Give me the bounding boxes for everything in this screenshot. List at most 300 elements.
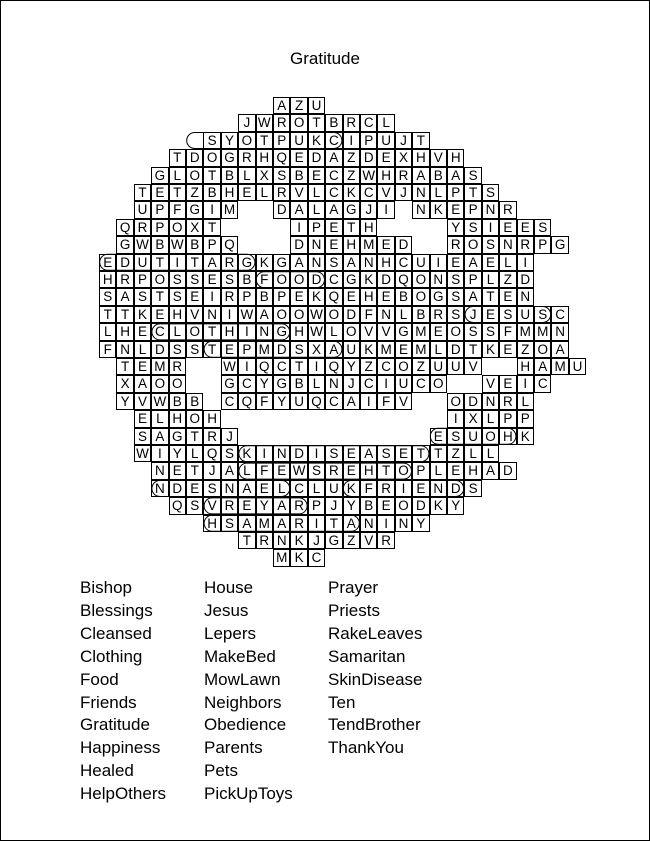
grid-cell[interactable]: I [308,358,325,375]
grid-cell[interactable]: E [134,323,151,340]
grid-cell[interactable]: P [273,288,290,305]
grid-cell[interactable]: A [343,254,360,271]
grid-cell[interactable]: A [325,201,342,218]
grid-cell[interactable]: C [325,393,342,410]
grid-cell[interactable]: D [412,497,429,514]
grid-cell[interactable]: L [482,410,499,427]
grid-cell[interactable]: Q [273,149,290,166]
grid-cell[interactable]: B [169,393,186,410]
grid-cell[interactable]: A [273,515,290,532]
grid-cell[interactable]: T [325,515,342,532]
grid-cell[interactable]: S [186,271,203,288]
grid-cell[interactable]: D [186,149,203,166]
grid-cell[interactable]: S [221,515,238,532]
grid-cell[interactable]: Q [116,219,133,236]
grid-cell[interactable]: R [203,428,220,445]
grid-cell[interactable]: R [290,515,307,532]
grid-cell[interactable]: N [151,480,168,497]
grid-cell[interactable]: D [273,341,290,358]
grid-cell[interactable]: D [116,254,133,271]
grid-cell[interactable]: W [134,445,151,462]
grid-cell[interactable]: F [360,306,377,323]
grid-cell[interactable]: O [447,323,464,340]
grid-cell[interactable]: N [482,393,499,410]
grid-cell[interactable]: S [447,271,464,288]
grid-cell[interactable]: W [256,114,273,131]
grid-cell[interactable]: U [447,358,464,375]
grid-cell[interactable]: Y [412,515,429,532]
grid-cell[interactable]: A [464,254,481,271]
grid-cell[interactable]: Q [221,236,238,253]
grid-cell[interactable]: O [151,271,168,288]
grid-cell[interactable]: U [517,306,534,323]
grid-cell[interactable]: T [134,184,151,201]
grid-cell[interactable]: S [221,271,238,288]
grid-cell[interactable]: E [377,149,394,166]
grid-cell[interactable]: I [377,201,394,218]
grid-cell[interactable]: Q [203,445,220,462]
grid-cell[interactable]: Z [343,167,360,184]
grid-cell[interactable]: K [134,306,151,323]
grid-cell[interactable]: P [464,201,481,218]
grid-cell[interactable]: K [482,341,499,358]
grid-cell[interactable]: O [395,462,412,479]
grid-cell[interactable]: O [412,288,429,305]
grid-cell[interactable]: O [395,358,412,375]
grid-cell[interactable]: I [238,323,255,340]
grid-cell[interactable]: E [186,288,203,305]
grid-cell[interactable]: T [99,306,116,323]
grid-cell[interactable]: U [343,341,360,358]
grid-cell[interactable]: A [343,393,360,410]
grid-cell[interactable]: E [343,445,360,462]
grid-cell[interactable]: U [377,132,394,149]
grid-cell[interactable]: T [377,462,394,479]
grid-cell[interactable]: Z [447,445,464,462]
grid-cell[interactable]: D [343,306,360,323]
grid-cell[interactable]: I [395,480,412,497]
grid-cell[interactable]: L [482,445,499,462]
grid-cell[interactable]: O [186,167,203,184]
grid-cell[interactable]: M [412,341,429,358]
grid-cell[interactable]: J [360,201,377,218]
grid-cell[interactable]: E [447,254,464,271]
grid-cell[interactable]: A [256,306,273,323]
grid-cell[interactable]: N [377,306,394,323]
grid-cell[interactable]: G [169,428,186,445]
grid-cell[interactable]: L [308,375,325,392]
grid-cell[interactable]: C [238,375,255,392]
grid-cell[interactable]: S [447,428,464,445]
grid-cell[interactable]: E [238,184,255,201]
grid-cell[interactable]: D [395,236,412,253]
grid-cell[interactable]: M [517,323,534,340]
grid-cell[interactable]: E [517,219,534,236]
grid-cell[interactable]: T [151,288,168,305]
grid-cell[interactable]: H [360,288,377,305]
grid-cell[interactable]: P [273,132,290,149]
grid-cell[interactable]: L [273,480,290,497]
grid-cell[interactable]: R [377,480,394,497]
grid-cell[interactable]: E [290,288,307,305]
grid-cell[interactable]: Y [447,219,464,236]
grid-cell[interactable]: A [203,254,220,271]
grid-cell[interactable]: W [151,393,168,410]
grid-cell[interactable]: L [238,167,255,184]
grid-cell[interactable]: E [308,167,325,184]
grid-cell[interactable]: S [186,497,203,514]
grid-cell[interactable]: Z [343,532,360,549]
grid-cell[interactable]: V [360,323,377,340]
grid-cell[interactable]: S [169,271,186,288]
grid-cell[interactable]: N [360,515,377,532]
grid-cell[interactable]: S [203,132,220,149]
grid-cell[interactable]: H [169,306,186,323]
grid-cell[interactable]: L [430,184,447,201]
grid-cell[interactable]: J [395,184,412,201]
grid-cell[interactable]: D [290,236,307,253]
grid-cell[interactable]: I [377,515,394,532]
grid-cell[interactable]: P [238,288,255,305]
grid-cell[interactable]: E [482,306,499,323]
grid-cell[interactable]: C [325,184,342,201]
grid-cell[interactable]: B [256,288,273,305]
grid-cell[interactable]: Q [238,393,255,410]
grid-cell[interactable]: H [447,149,464,166]
grid-cell[interactable]: F [377,393,394,410]
grid-cell[interactable]: J [464,306,481,323]
grid-cell[interactable]: Q [256,358,273,375]
grid-cell[interactable]: P [517,410,534,427]
grid-cell[interactable]: L [325,323,342,340]
grid-cell[interactable]: A [325,149,342,166]
grid-cell[interactable]: N [551,323,568,340]
grid-cell[interactable]: S [377,445,394,462]
grid-cell[interactable]: W [221,358,238,375]
grid-cell[interactable]: A [151,428,168,445]
grid-cell[interactable]: T [203,167,220,184]
grid-cell[interactable]: A [447,167,464,184]
grid-cell[interactable]: S [482,184,499,201]
grid-cell[interactable]: R [377,532,394,549]
grid-cell[interactable]: G [395,323,412,340]
grid-cell[interactable]: N [360,254,377,271]
grid-cell[interactable]: S [186,341,203,358]
grid-cell[interactable]: A [238,515,255,532]
grid-cell[interactable]: D [308,271,325,288]
grid-cell[interactable]: R [343,114,360,131]
grid-cell[interactable]: L [308,184,325,201]
grid-cell[interactable]: A [534,358,551,375]
grid-cell[interactable]: S [464,480,481,497]
grid-cell[interactable]: N [308,254,325,271]
grid-cell[interactable]: R [238,149,255,166]
grid-cell[interactable]: P [360,132,377,149]
grid-cell[interactable]: T [464,184,481,201]
grid-cell[interactable]: Q [169,497,186,514]
grid-cell[interactable]: D [447,480,464,497]
grid-cell[interactable]: I [308,445,325,462]
grid-cell[interactable]: A [273,97,290,114]
grid-cell[interactable]: B [290,375,307,392]
grid-cell[interactable]: E [325,219,342,236]
grid-cell[interactable]: C [360,184,377,201]
grid-cell[interactable]: J [221,428,238,445]
grid-cell[interactable]: T [412,445,429,462]
grid-cell[interactable]: W [169,236,186,253]
grid-cell[interactable]: B [395,288,412,305]
grid-cell[interactable]: Q [308,393,325,410]
grid-cell[interactable]: Z [517,341,534,358]
grid-cell[interactable]: N [325,375,342,392]
grid-cell[interactable]: H [377,254,394,271]
grid-cell[interactable]: H [464,462,481,479]
grid-cell[interactable]: B [412,306,429,323]
grid-cell[interactable]: Q [325,358,342,375]
grid-cell[interactable]: J [395,132,412,149]
grid-cell[interactable]: E [447,201,464,218]
grid-cell[interactable]: O [151,375,168,392]
grid-cell[interactable]: P [534,236,551,253]
grid-cell[interactable]: X [464,410,481,427]
grid-cell[interactable]: N [517,288,534,305]
grid-cell[interactable]: I [290,219,307,236]
grid-cell[interactable]: R [517,236,534,253]
grid-cell[interactable]: F [360,480,377,497]
grid-cell[interactable]: E [134,410,151,427]
grid-cell[interactable]: O [238,132,255,149]
grid-cell[interactable]: A [464,288,481,305]
grid-cell[interactable]: S [464,167,481,184]
grid-cell[interactable]: T [203,341,220,358]
grid-cell[interactable]: V [360,532,377,549]
grid-cell[interactable]: O [430,375,447,392]
grid-cell[interactable]: V [290,184,307,201]
grid-cell[interactable]: D [169,480,186,497]
grid-cell[interactable]: Y [221,132,238,149]
grid-cell[interactable]: R [221,497,238,514]
grid-cell[interactable]: R [290,497,307,514]
grid-cell[interactable]: I [447,410,464,427]
grid-cell[interactable]: K [360,271,377,288]
grid-cell[interactable]: C [360,114,377,131]
grid-cell[interactable]: I [430,254,447,271]
grid-cell[interactable]: C [273,358,290,375]
grid-cell[interactable]: D [464,393,481,410]
grid-cell[interactable]: O [273,271,290,288]
grid-cell[interactable]: X [308,341,325,358]
grid-cell[interactable]: D [517,271,534,288]
grid-cell[interactable]: S [99,288,116,305]
grid-cell[interactable]: H [499,428,516,445]
grid-cell[interactable]: E [99,254,116,271]
grid-cell[interactable]: H [203,410,220,427]
grid-cell[interactable]: A [221,462,238,479]
grid-cell[interactable]: K [256,254,273,271]
grid-cell[interactable]: T [203,323,220,340]
grid-cell[interactable]: P [203,236,220,253]
grid-cell[interactable]: T [151,254,168,271]
grid-cell[interactable]: I [360,393,377,410]
grid-cell[interactable]: R [134,219,151,236]
grid-cell[interactable]: Y [169,445,186,462]
grid-cell[interactable]: D [447,341,464,358]
grid-cell[interactable]: E [203,271,220,288]
grid-cell[interactable]: A [273,497,290,514]
grid-cell[interactable]: G [273,375,290,392]
grid-cell[interactable]: L [308,201,325,218]
grid-cell[interactable]: R [169,358,186,375]
grid-cell[interactable]: C [360,375,377,392]
grid-cell[interactable]: L [308,480,325,497]
grid-cell[interactable]: E [430,428,447,445]
grid-cell[interactable]: T [412,132,429,149]
grid-cell[interactable]: R [221,288,238,305]
grid-cell[interactable]: L [169,167,186,184]
grid-cell[interactable]: B [203,184,220,201]
grid-cell[interactable]: Y [256,497,273,514]
grid-cell[interactable]: E [169,462,186,479]
grid-cell[interactable]: L [482,271,499,288]
grid-cell[interactable]: A [325,341,342,358]
grid-cell[interactable]: R [273,114,290,131]
grid-cell[interactable]: A [290,254,307,271]
grid-cell[interactable]: J [238,114,255,131]
grid-cell[interactable]: E [186,480,203,497]
grid-cell[interactable]: V [377,323,394,340]
grid-cell[interactable]: Z [290,97,307,114]
grid-cell[interactable]: S [203,480,220,497]
grid-cell[interactable]: G [221,375,238,392]
grid-cell[interactable]: U [464,428,481,445]
grid-cell[interactable]: O [203,149,220,166]
grid-cell[interactable]: M [273,549,290,566]
grid-cell[interactable]: N [273,532,290,549]
grid-cell[interactable]: S [447,306,464,323]
grid-cell[interactable]: O [290,271,307,288]
grid-cell[interactable]: S [308,462,325,479]
grid-cell[interactable]: A [238,480,255,497]
grid-cell[interactable]: E [290,149,307,166]
grid-cell[interactable]: F [169,201,186,218]
grid-cell[interactable]: R [395,167,412,184]
grid-cell[interactable]: K [238,445,255,462]
grid-cell[interactable]: G [186,201,203,218]
grid-cell[interactable]: W [360,167,377,184]
grid-cell[interactable]: G [343,271,360,288]
grid-cell[interactable]: C [325,271,342,288]
grid-cell[interactable]: N [273,445,290,462]
grid-cell[interactable]: G [238,254,255,271]
grid-cell[interactable]: I [343,132,360,149]
grid-cell[interactable]: O [395,497,412,514]
grid-cell[interactable]: H [290,323,307,340]
grid-cell[interactable]: K [308,132,325,149]
grid-cell[interactable]: O [273,306,290,323]
grid-cell[interactable]: C [308,549,325,566]
grid-cell[interactable]: R [447,236,464,253]
grid-cell[interactable]: L [464,445,481,462]
grid-cell[interactable]: B [238,271,255,288]
grid-cell[interactable]: U [569,358,586,375]
grid-cell[interactable]: E [499,375,516,392]
grid-cell[interactable]: W [308,306,325,323]
grid-cell[interactable]: X [186,219,203,236]
grid-cell[interactable]: T [290,358,307,375]
grid-cell[interactable]: R [116,271,133,288]
grid-cell[interactable]: T [203,219,220,236]
grid-cell[interactable]: T [256,132,273,149]
grid-cell[interactable]: H [203,515,220,532]
grid-cell[interactable]: E [499,341,516,358]
grid-cell[interactable]: B [360,497,377,514]
grid-cell[interactable]: T [238,532,255,549]
grid-cell[interactable]: G [221,149,238,166]
grid-cell[interactable]: N [482,201,499,218]
grid-cell[interactable]: L [169,323,186,340]
grid-cell[interactable]: S [290,341,307,358]
grid-cell[interactable]: Z [499,271,516,288]
grid-cell[interactable]: I [203,201,220,218]
grid-cell[interactable]: C [325,167,342,184]
grid-cell[interactable]: C [290,480,307,497]
grid-cell[interactable]: M [360,236,377,253]
grid-cell[interactable]: C [551,306,568,323]
grid-cell[interactable]: Q [395,271,412,288]
grid-cell[interactable]: H [343,236,360,253]
grid-cell[interactable]: O [325,306,342,323]
grid-cell[interactable]: C [377,358,394,375]
grid-cell[interactable]: O [482,428,499,445]
grid-cell[interactable]: E [447,462,464,479]
grid-cell[interactable]: X [256,167,273,184]
grid-cell[interactable]: I [221,306,238,323]
grid-cell[interactable]: B [290,167,307,184]
grid-cell[interactable]: G [325,532,342,549]
grid-cell[interactable]: U [430,358,447,375]
grid-cell[interactable]: S [482,236,499,253]
grid-cell[interactable]: J [308,532,325,549]
grid-cell[interactable]: V [395,393,412,410]
grid-cell[interactable]: W [134,236,151,253]
grid-cell[interactable]: S [221,445,238,462]
grid-cell[interactable]: S [325,254,342,271]
grid-cell[interactable]: I [169,254,186,271]
grid-cell[interactable]: T [186,462,203,479]
grid-cell[interactable]: P [308,497,325,514]
grid-cell[interactable]: G [343,201,360,218]
grid-cell[interactable]: D [273,201,290,218]
grid-cell[interactable]: J [343,375,360,392]
grid-cell[interactable]: T [343,219,360,236]
grid-cell[interactable]: Y [116,393,133,410]
grid-cell[interactable]: R [221,254,238,271]
grid-cell[interactable]: H [116,323,133,340]
grid-cell[interactable]: H [412,149,429,166]
grid-cell[interactable]: B [186,236,203,253]
grid-cell[interactable]: N [430,480,447,497]
grid-cell[interactable]: A [482,462,499,479]
grid-cell[interactable]: V [134,393,151,410]
grid-cell[interactable]: G [430,288,447,305]
grid-cell[interactable]: D [499,462,516,479]
grid-cell[interactable]: S [134,428,151,445]
grid-cell[interactable]: F [499,323,516,340]
grid-cell[interactable]: L [99,323,116,340]
grid-cell[interactable]: E [430,323,447,340]
grid-cell[interactable]: L [517,393,534,410]
grid-cell[interactable]: I [377,375,394,392]
